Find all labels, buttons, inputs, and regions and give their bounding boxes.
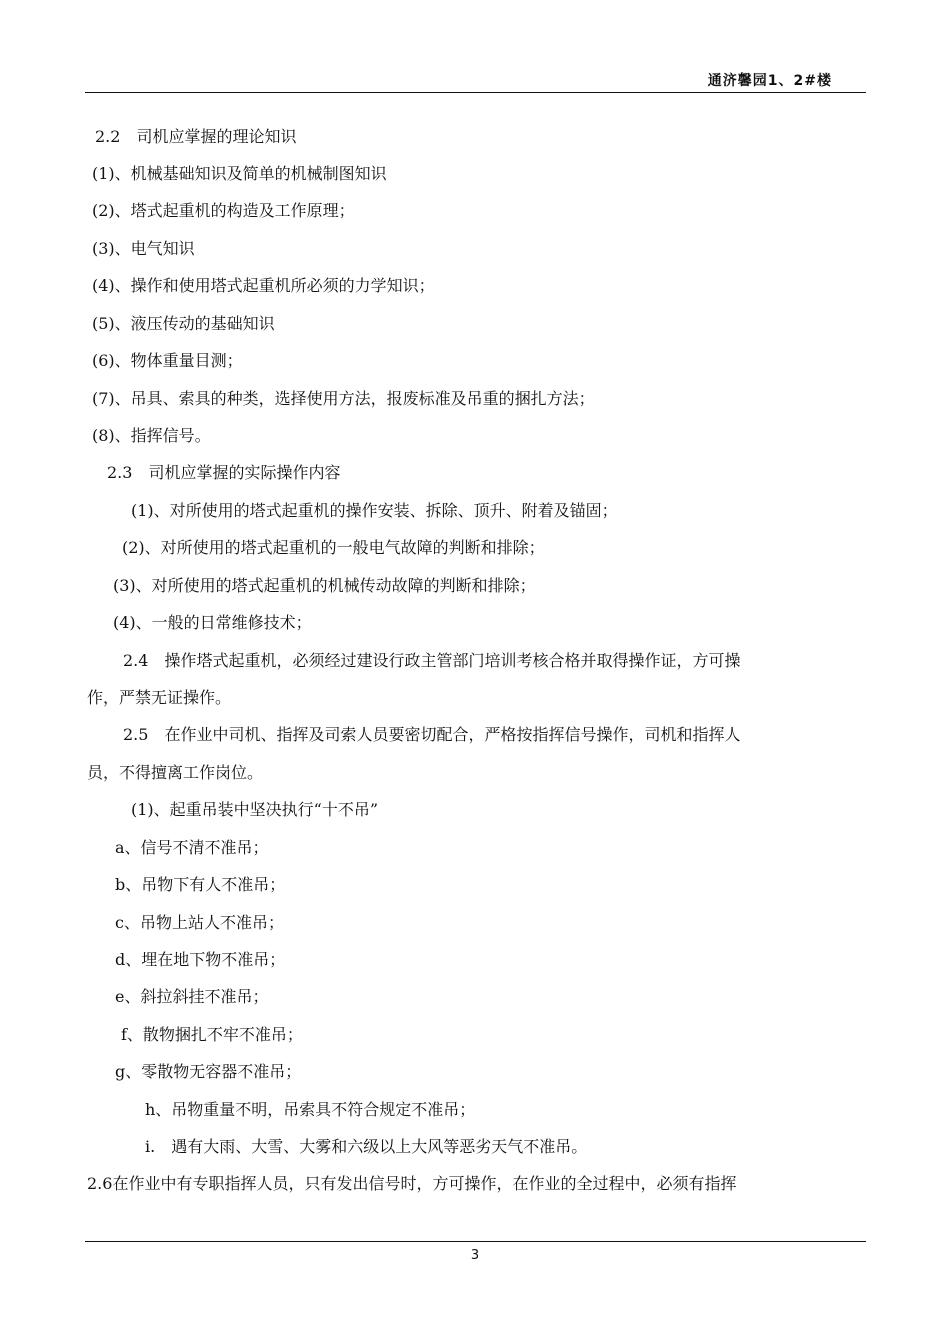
- section-heading-2-3: 2.3 司机应掌握的实际操作内容: [107, 463, 341, 482]
- list-item: (3)、对所使用的塔式起重机的机械传动故障的判断和排除；: [113, 576, 536, 595]
- header-title: 通济馨园1、2#楼: [707, 73, 832, 89]
- list-item: (2)、塔式起重机的构造及工作原理；: [92, 201, 355, 220]
- list-item: (4)、一般的日常维修技术；: [113, 613, 312, 632]
- list-item: (1)、起重吊装中坚决执行“十不吊”: [131, 800, 379, 819]
- paragraph-2-4: 2.4 操作塔式起重机，必须经过建设行政主管部门培训考核合格并取得操作证，方可操: [123, 651, 741, 670]
- list-item: c、吊物上站人不准吊；: [115, 913, 284, 932]
- list-item: (1)、对所使用的塔式起重机的操作安装、拆除、顶升、附着及锚固；: [131, 501, 618, 520]
- list-item: (8)、指挥信号。: [92, 426, 211, 445]
- list-item: g、零散物无容器不准吊；: [115, 1062, 302, 1081]
- list-item: (5)、液压传动的基础知识: [92, 314, 275, 333]
- header-rule: [85, 92, 866, 93]
- list-item: f、散物捆扎不牢不准吊；: [121, 1025, 303, 1044]
- paragraph-2-4-cont: 作，严禁无证操作。: [87, 688, 232, 707]
- list-item: b、吊物下有人不准吊；: [115, 875, 286, 894]
- paragraph-2-5-cont: 员，不得擅离工作岗位。: [87, 763, 264, 782]
- list-item: (6)、物体重量目测；: [92, 351, 243, 370]
- section-heading-2-2: 2.2 司机应掌握的理论知识: [95, 127, 297, 146]
- list-item: (2)、对所使用的塔式起重机的一般电气故障的判断和排除；: [122, 538, 545, 557]
- list-item: d、埋在地下物不准吊；: [115, 950, 286, 969]
- list-item: i. 遇有大雨、大雪、大雾和六级以上大风等恶劣天气不准吊。: [145, 1137, 588, 1156]
- page-number: 3: [470, 1248, 480, 1263]
- footer-rule: [85, 1241, 866, 1242]
- list-item: e、斜拉斜挂不准吊；: [115, 987, 269, 1006]
- list-item: h、吊物重量不明，吊索具不符合规定不准吊；: [145, 1100, 476, 1119]
- list-item: (4)、操作和使用塔式起重机所必须的力学知识；: [92, 276, 435, 295]
- list-item: a、信号不清不准吊；: [115, 838, 269, 857]
- paragraph-2-6: 2.6在作业中有专职指挥人员，只有发出信号时，方可操作，在作业的全过程中，必须有指挥: [87, 1174, 737, 1193]
- paragraph-2-5: 2.5 在作业中司机、指挥及司索人员要密切配合，严格按指挥信号操作，司机和指挥人: [123, 725, 741, 744]
- list-item: (7)、吊具、索具的种类，选择使用方法，报废标准及吊重的捆扎方法；: [92, 389, 595, 408]
- list-item: (3)、电气知识: [92, 239, 195, 258]
- list-item: (1)、机械基础知识及简单的机械制图知识: [92, 164, 387, 183]
